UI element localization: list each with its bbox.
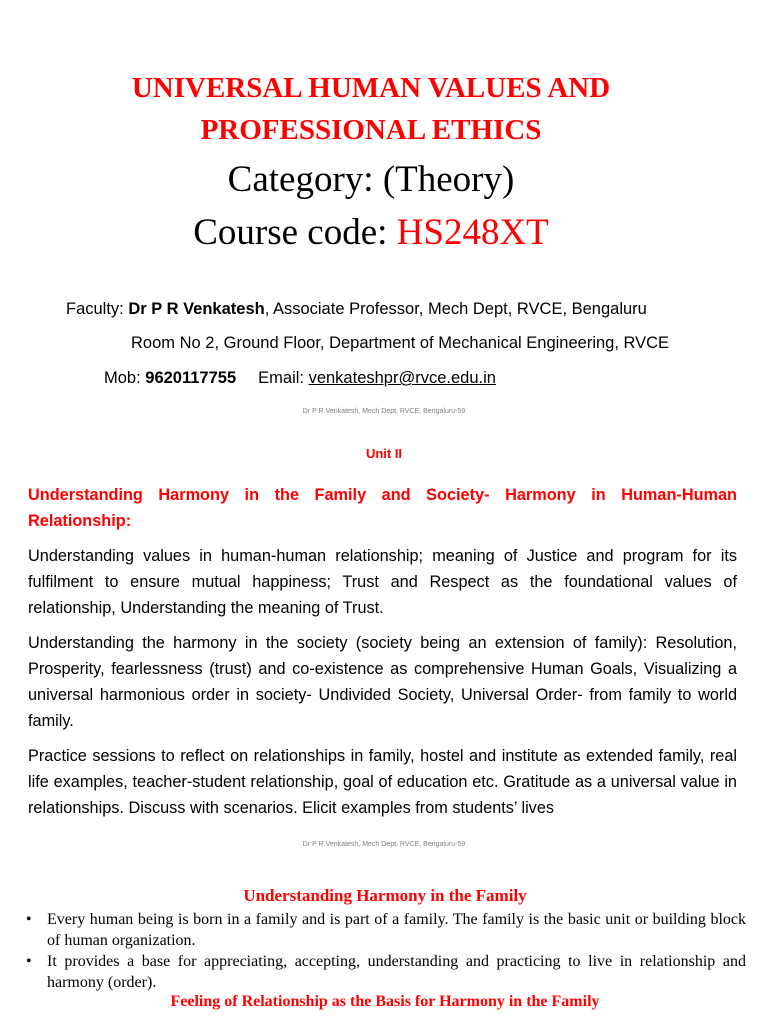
unit-label: Unit II: [365, 446, 403, 461]
course-code-label: Course code:: [193, 212, 397, 253]
paragraph: Practice sessions to reflect on relationships in family, hostel and institute as extended family, real life examples, teacher-student relationship, goal of education etc. Gratitude as a universal value in relationships. Discuss with scenarios. Elicit examples from students’ lives: [28, 747, 737, 817]
bullet-list: [26, 909, 746, 993]
list-item: [26, 951, 746, 993]
email-label: Email:: [258, 369, 309, 387]
course-code-value: HS248XT: [396, 212, 549, 253]
course-title-line-2: PROFESSIONAL ETHICS: [200, 114, 542, 146]
list-item: [26, 909, 746, 951]
faculty-line: [66, 298, 647, 320]
section-title: Understanding Harmony in the Family: [243, 886, 527, 905]
paragraph: Understanding the harmony in the society (society being an extension of family): Resolution, Prosperity, fearlessness (trust) and co-existence as comprehensive Human Goals, Visualizing a universal harmonious order in society- Undivided Society, Universal Order- from family to world family.: [28, 634, 737, 730]
unit-heading: Understanding Harmony in the Family and Society- Harmony in Human-Human Relationship:: [28, 486, 737, 530]
bullet-text: It provides a base for appreciating, accepting, understanding and practicing to live in relationship and harmony (order).: [47, 953, 746, 991]
faculty-label: Faculty:: [66, 300, 129, 318]
bullet-icon: •: [26, 911, 32, 928]
course-title-line-1: UNIVERSAL HUMAN VALUES AND: [131, 72, 611, 104]
slide-footer: Dr P R Venkatesh, Mech Dept, RVCE, Bengaluru-59: [302, 408, 466, 415]
bullet-icon: •: [26, 953, 32, 970]
category-label: Category: (Theory): [227, 159, 515, 200]
paragraph: Understanding values in human-human relationship; meaning of Justice and program for its fulfilment to ensure mutual happiness; Trust and Respect as the foundational values of relationship, Understanding the meaning of Trust.: [28, 547, 737, 617]
section-subtitle: Feeling of Relationship as the Basis for Harmony in the Family: [170, 993, 600, 1010]
mob-label: Mob:: [104, 369, 146, 387]
mob-number: 9620117755: [145, 369, 237, 387]
contact-line: [104, 367, 496, 389]
email-link[interactable]: venkateshpr@rvce.edu.in: [308, 369, 496, 387]
bullet-text: Every human being is born in a family and is part of a family. The family is the basic unit or building block of human organization.: [47, 911, 746, 949]
faculty-name: Dr P R Venkatesh: [128, 300, 265, 318]
room-line: Room No 2, Ground Floor, Department of Mechanical Engineering, RVCE: [131, 334, 670, 352]
slide-footer: Dr P R Venkatesh, Mech Dept, RVCE, Bengaluru-59: [302, 841, 466, 848]
course-code-line: [0, 211, 742, 255]
faculty-details: , Associate Professor, Mech Dept, RVCE, Bengaluru: [264, 300, 647, 318]
